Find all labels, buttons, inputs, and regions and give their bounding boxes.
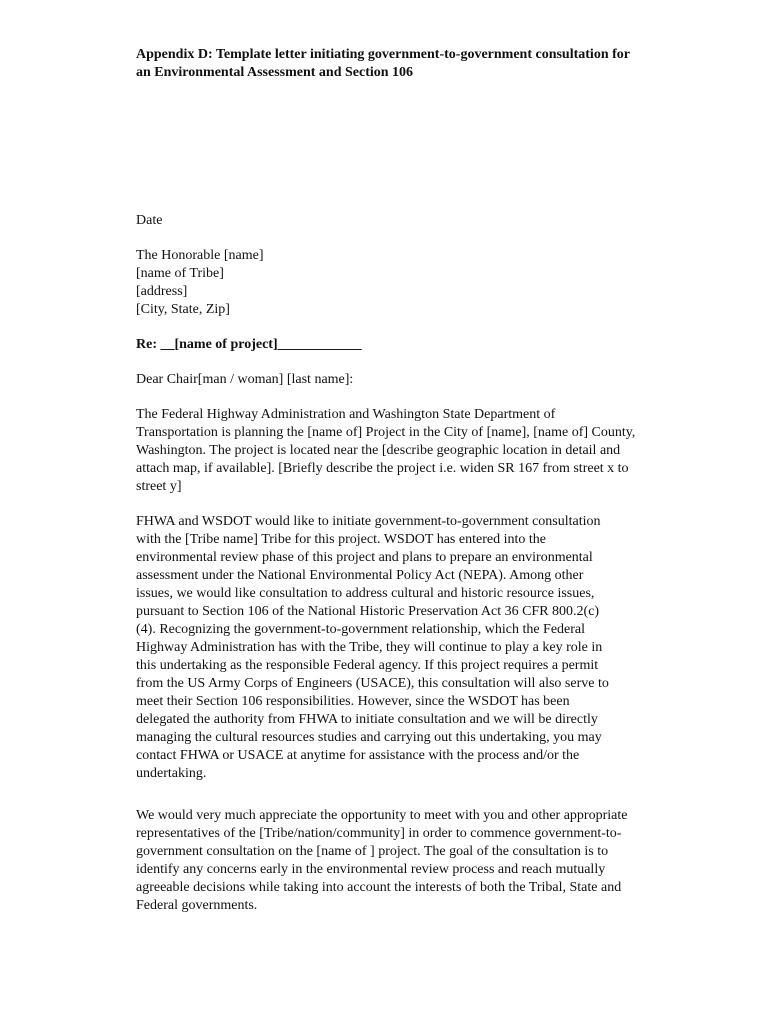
paragraph-line: this undertaking as the responsible Federal agency. If this project requires a permit bbox=[136, 658, 599, 673]
paragraph-line: delegated the authority from FHWA to initiate consultation and we will be directly bbox=[136, 712, 598, 727]
paragraph-line: The Federal Highway Administration and Washington State Department of bbox=[136, 407, 556, 422]
paragraph-line: Transportation is planning the [name of] Project in the City of [name], [name of] County, bbox=[136, 425, 636, 440]
letter-page bbox=[136, 46, 696, 915]
address-line: [City, State, Zip] bbox=[136, 302, 230, 317]
title-line: an Environmental Assessment and Section 106 bbox=[136, 65, 414, 80]
address-line: [address] bbox=[136, 284, 188, 299]
paragraph-1 bbox=[136, 406, 696, 496]
paragraph-line: assessment under the National Environmental Policy Act (NEPA). Among other bbox=[136, 568, 584, 583]
subject-line: Re: __[name of project]____________ bbox=[136, 337, 362, 352]
paragraph-line: Federal governments. bbox=[136, 898, 258, 913]
paragraph-line: representatives of the [Tribe/nation/community] in order to commence government-to- bbox=[136, 826, 622, 841]
date-label: Date bbox=[136, 213, 163, 228]
recipient-address bbox=[136, 247, 696, 319]
paragraph-line: Highway Administration has with the Tribe, they will continue to play a key role in bbox=[136, 640, 603, 655]
paragraph-line: agreeable decisions while taking into account the interests of both the Tribal, State and bbox=[136, 880, 622, 895]
address-line: The Honorable [name] bbox=[136, 248, 264, 263]
paragraph-line: pursuant to Section 106 of the National Historic Preservation Act 36 CFR 800.2(c) bbox=[136, 604, 600, 619]
paragraph-3 bbox=[136, 807, 696, 915]
paragraph-line: identify any concerns early in the environmental review process and reach mutually bbox=[136, 862, 606, 877]
salutation: Dear Chair[man / woman] [last name]: bbox=[136, 372, 354, 387]
title-line: Appendix D: Template letter initiating government-to-government consultation for bbox=[136, 47, 630, 62]
paragraph-line: street y] bbox=[136, 479, 182, 494]
paragraph-line: with the [Tribe name] Tribe for this project. WSDOT has entered into the bbox=[136, 532, 546, 547]
paragraph-line: managing the cultural resources studies and carrying out this undertaking, you may bbox=[136, 730, 602, 745]
paragraph-line: contact FHWA or USACE at anytime for assistance with the process and/or the bbox=[136, 748, 580, 763]
paragraph-line: environmental review phase of this project and plans to prepare an environmental bbox=[136, 550, 593, 565]
paragraph-line: government consultation on the [name of ] project. The goal of the consultation is to bbox=[136, 844, 609, 859]
paragraph-line: Washington. The project is located near the [describe geographic location in detail and bbox=[136, 443, 621, 458]
paragraph-line: from the US Army Corps of Engineers (USACE), this consultation will also serve to bbox=[136, 676, 609, 691]
paragraph-line: issues, we would like consultation to address cultural and historic resource issues, bbox=[136, 586, 595, 601]
paragraph-line: undertaking. bbox=[136, 766, 207, 781]
paragraph-line: We would very much appreciate the opportunity to meet with you and other appropriate bbox=[136, 808, 628, 823]
paragraph-line: meet their Section 106 responsibilities. However, since the WSDOT has been bbox=[136, 694, 570, 709]
address-line: [name of Tribe] bbox=[136, 266, 224, 281]
paragraph-2 bbox=[136, 513, 696, 783]
paragraph-line: FHWA and WSDOT would like to initiate government-to-government consultation bbox=[136, 514, 601, 529]
paragraph-line: attach map, if available]. [Briefly describe the project i.e. widen SR 167 from street x to bbox=[136, 461, 629, 476]
document-title bbox=[136, 46, 696, 82]
paragraph-line: (4). Recognizing the government-to-government relationship, which the Federal bbox=[136, 622, 586, 637]
